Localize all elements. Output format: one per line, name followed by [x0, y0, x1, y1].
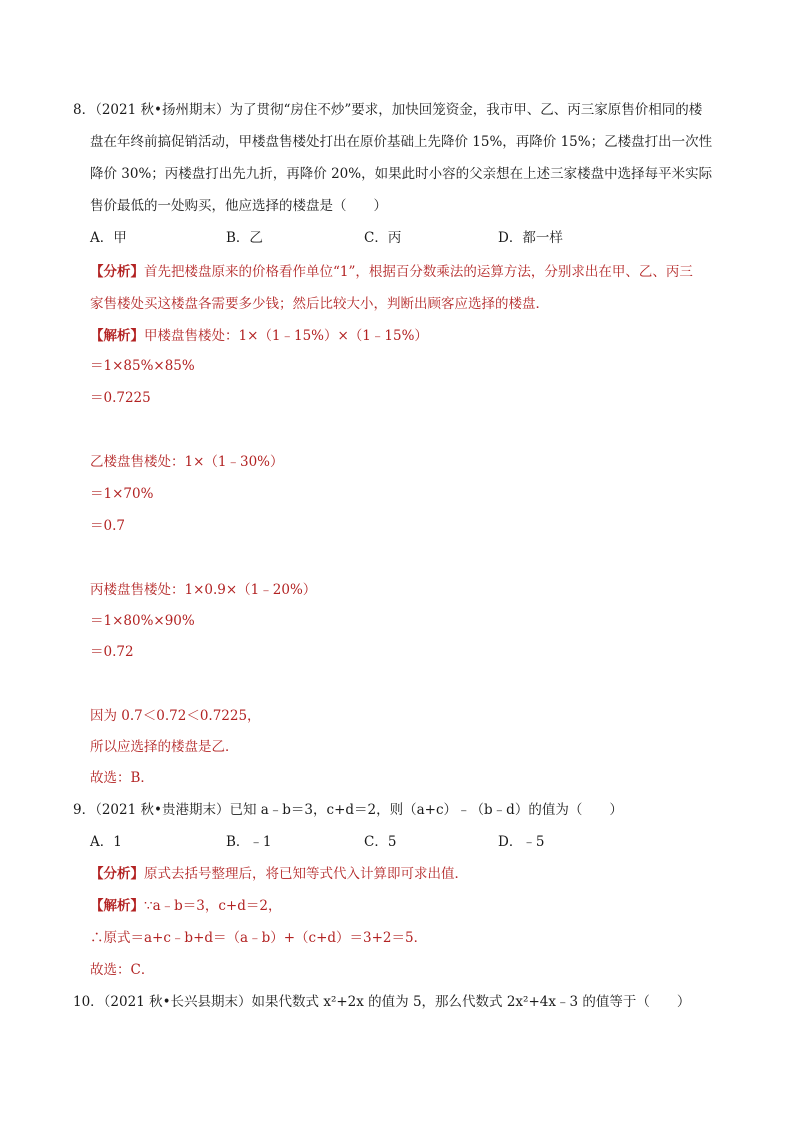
q8-solution-step: ＝1×80%×90% — [90, 613, 195, 629]
q9-solution-line-1 — [90, 896, 281, 916]
analysis-text: 原式去括号整理后，将已知等式代入计算即可求出值． — [144, 866, 468, 882]
q8-option-d: D．都一样 — [498, 230, 563, 246]
q9-solution-step: ∴原式＝a+c﹣b+d＝（a﹣b）+（c+d）＝3+2＝5． — [90, 930, 428, 946]
analysis-tag: 【分析】 — [90, 866, 144, 882]
q8-solution-step: ＝0.7225 — [90, 390, 151, 406]
q8-option-c: C．丙 — [364, 230, 402, 246]
q8-option-a: A．甲 — [90, 230, 127, 246]
q9-option-b: B．﹣1 — [226, 834, 272, 850]
q8-solution-line-1 — [90, 326, 428, 346]
q8-analysis-line-2: 家售楼处买这楼盘各需要多少钱；然后比较大小，判断出顾客应选择的楼盘． — [90, 296, 549, 312]
q8-solution-step: ＝1×85%×85% — [90, 358, 195, 374]
q9-option-d: D．﹣5 — [498, 834, 545, 850]
q8-option-b: B．乙 — [226, 230, 263, 246]
q8-solution-step: 乙楼盘售楼处：1×（1﹣30%） — [90, 454, 284, 470]
solution-text: ∵a﹣b＝3，c+d＝2， — [144, 898, 282, 914]
q9-stem-line-1: 9．（2021 秋•贵港期末）已知 a﹣b＝3，c+d＝2，则（a+c）﹣（b﹣d）的值为（ ） — [73, 802, 623, 818]
q9-answer: 故选：C． — [90, 962, 155, 978]
solution-text: 甲楼盘售楼处：1×（1﹣15%）×（1﹣15%） — [144, 328, 428, 344]
q8-solution-step: 因为 0.7＜0.72＜0.7225， — [90, 708, 261, 724]
q8-stem-line-3: 降价 30%；丙楼盘打出先九折，再降价 20%，如果此时小容的父亲想在上述三家楼盘中选择每平米实际 — [90, 166, 713, 182]
solution-tag: 【解析】 — [90, 898, 144, 914]
q8-stem-line-2: 盘在年终前搞促销活动，甲楼盘售楼处打出在原价基础上先降价 15%，再降价 15%；乙楼盘打出一次性 — [90, 134, 713, 150]
q8-solution-step: 丙楼盘售楼处：1×0.9×（1﹣20%） — [90, 582, 317, 598]
q9-option-a: A．1 — [90, 834, 122, 850]
q8-stem-line-1: 8．（2021 秋•扬州期末）为了贯彻“房住不炒”要求，加快回笼资金，我市甲、乙、丙三家原售价相同的楼 — [73, 102, 703, 118]
solution-tag: 【解析】 — [90, 328, 144, 344]
q8-stem-line-4: 售价最低的一处购买，他应选择的楼盘是（ ） — [90, 198, 387, 214]
q10-stem-line-1: 10．（2021 秋•长兴县期末）如果代数式 x²+2x 的值为 5，那么代数式 2x²+4x﹣3 的值等于（ ） — [73, 994, 691, 1010]
q8-solution-step: ＝0.72 — [90, 644, 134, 660]
q8-analysis-line-1 — [90, 262, 693, 282]
q8-answer: 故选：B． — [90, 770, 154, 786]
q8-solution-step: 所以应选择的楼盘是乙． — [90, 739, 239, 755]
q9-analysis-line-1 — [90, 864, 468, 884]
q8-solution-step: ＝1×70% — [90, 486, 154, 502]
analysis-text: 首先把楼盘原来的价格看作单位“1”，根据百分数乘法的运算方法，分别求出在甲、乙、丙三 — [144, 264, 693, 280]
analysis-tag: 【分析】 — [90, 264, 144, 280]
q8-solution-step: ＝0.7 — [90, 518, 125, 534]
q9-option-c: C．5 — [364, 834, 397, 850]
